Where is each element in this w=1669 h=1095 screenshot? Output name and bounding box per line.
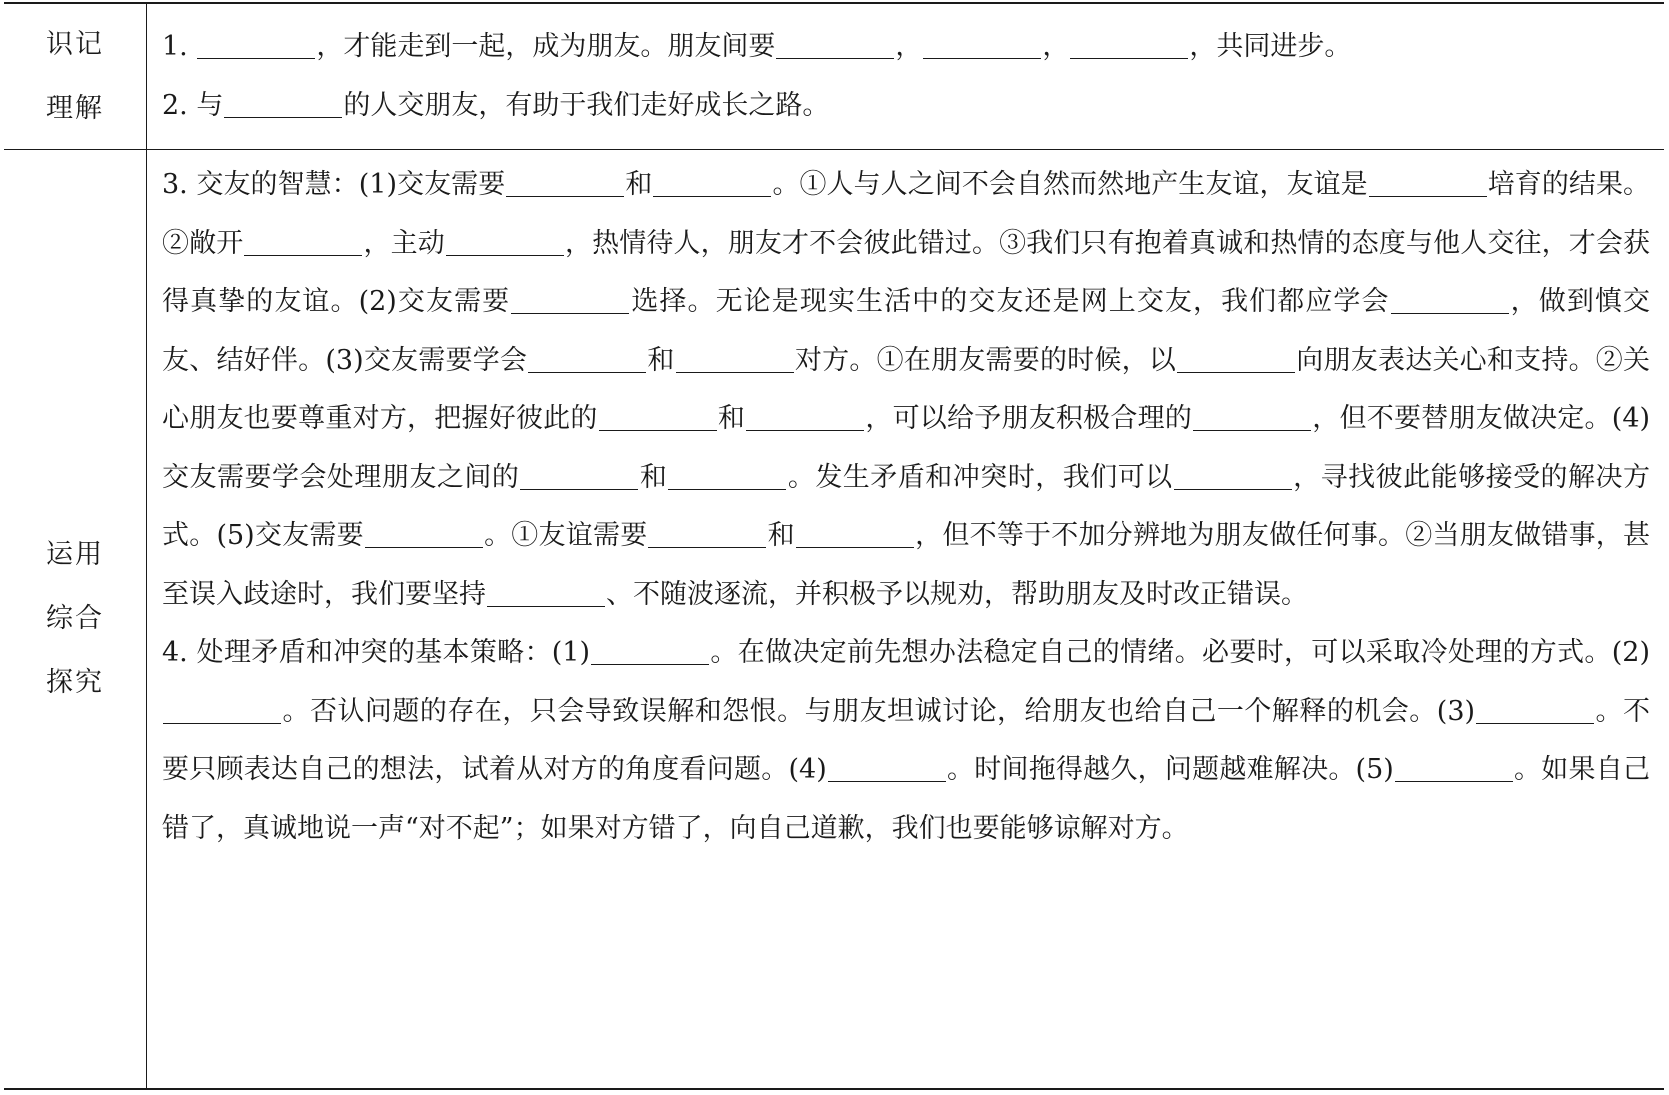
answer-blank[interactable] bbox=[591, 637, 709, 665]
question-text: ，但不要替朋友做决定。(4)交友需要学会处理朋友之间的 bbox=[162, 403, 1651, 493]
question-text: 和 bbox=[625, 169, 653, 200]
answer-blank[interactable] bbox=[244, 228, 362, 256]
answer-blank[interactable] bbox=[1391, 286, 1509, 314]
answer-blank[interactable] bbox=[520, 462, 638, 490]
answer-blank[interactable] bbox=[1369, 169, 1487, 197]
question-text: ，共同进步。 bbox=[1189, 31, 1352, 62]
answer-blank[interactable] bbox=[528, 345, 646, 373]
question-text: 。否认问题的存在，只会导致误解和怨恨。与朋友坦诚讨论，给朋友也给自己一个解释的机会。(3) bbox=[282, 695, 1476, 727]
section-label bbox=[4, 4, 146, 149]
question-text: 和 bbox=[767, 520, 795, 551]
question-text: ，热情待人，朋友才不会彼此错过。③我们只有抱着真诚和热情的态度与他人交往，才会获得真挚的友谊。(2)交友需要 bbox=[162, 227, 1651, 317]
answer-blank[interactable] bbox=[163, 696, 281, 724]
section-label-line: 探究 bbox=[46, 666, 104, 698]
answer-blank[interactable] bbox=[365, 520, 483, 548]
question-text: 、不随波逐流，并积极予以规劝，帮助朋友及时改正错误。 bbox=[606, 578, 1308, 610]
answer-blank[interactable] bbox=[446, 228, 564, 256]
question-text: 。发生矛盾和冲突时，我们可以 bbox=[787, 461, 1173, 493]
question-text: 4. 处理矛盾和冲突的基本策略：(1) bbox=[162, 637, 591, 668]
question-text: 向朋友表达关心和支持。②关心朋友也要尊重对方，把握好彼此的 bbox=[162, 344, 1651, 434]
question-text: 。①友谊需要 bbox=[483, 520, 648, 551]
answer-blank[interactable] bbox=[1395, 754, 1513, 782]
section-label-line: 理解 bbox=[46, 92, 104, 124]
answer-blank[interactable] bbox=[776, 31, 894, 59]
section-apply-explore bbox=[4, 149, 1664, 1088]
answer-blank[interactable] bbox=[1476, 696, 1594, 724]
section-label bbox=[4, 149, 146, 1088]
answer-blank[interactable] bbox=[1177, 345, 1295, 373]
question-text: ，做到慎交友、结好伴。(3)交友需要学会 bbox=[162, 286, 1651, 376]
answer-blank[interactable] bbox=[653, 169, 771, 197]
question-text: 选择。无论是现实生活中的交友还是网上交友，我们都应学会 bbox=[630, 286, 1390, 317]
question-text: ， bbox=[895, 31, 923, 62]
question-text: ，主动 bbox=[363, 227, 445, 259]
question-text: ，但不等于不加分辨地为朋友做任何事。②当朋友做错事，甚至误入歧途时，我们要坚持 bbox=[162, 520, 1651, 610]
answer-blank[interactable] bbox=[511, 286, 629, 314]
question-text: 2. 与 bbox=[162, 89, 224, 121]
answer-blank[interactable] bbox=[648, 520, 766, 548]
question-item bbox=[162, 624, 1650, 858]
answer-blank[interactable] bbox=[1174, 462, 1292, 490]
answer-blank[interactable] bbox=[487, 579, 605, 607]
question-text: 和 bbox=[717, 403, 746, 434]
section-label-line: 综合 bbox=[46, 602, 104, 634]
question-text: 。如果自己错了，真诚地说一声“对不起”；如果对方错了，向自己道歉，我们也要能够谅解对方。 bbox=[162, 754, 1651, 844]
question-text: 。在做决定前先想办法稳定自己的情绪。必要时，可以采取冷处理的方式。(2) bbox=[710, 637, 1650, 668]
answer-blank[interactable] bbox=[506, 169, 624, 197]
question-text: 对方。①在朋友需要的时候，以 bbox=[794, 344, 1177, 376]
answer-blank[interactable] bbox=[746, 403, 864, 431]
answer-blank[interactable] bbox=[828, 754, 946, 782]
question-text: 。时间拖得越久，问题越难解决。(5) bbox=[946, 754, 1394, 785]
question-text: 。①人与人之间不会自然而然地产生友谊，友谊是 bbox=[772, 169, 1368, 200]
section-label-line: 运用 bbox=[46, 538, 104, 570]
answer-blank[interactable] bbox=[224, 90, 342, 118]
question-text: 培育的结果。②敞开 bbox=[162, 169, 1651, 259]
question-text: ，可以给予朋友积极合理的 bbox=[865, 403, 1193, 434]
answer-blank[interactable] bbox=[1070, 31, 1188, 59]
answer-blank[interactable] bbox=[599, 403, 717, 431]
column-divider bbox=[146, 4, 147, 149]
answer-blank[interactable] bbox=[1193, 403, 1311, 431]
question-text: 和 bbox=[639, 461, 668, 493]
section-memorize-understand bbox=[4, 4, 1664, 150]
answer-blank[interactable] bbox=[668, 462, 786, 490]
column-divider bbox=[146, 149, 147, 1088]
section-content bbox=[162, 156, 1650, 858]
answer-blank[interactable] bbox=[923, 31, 1041, 59]
answer-blank[interactable] bbox=[796, 520, 914, 548]
worksheet-table bbox=[4, 2, 1664, 1090]
answer-blank[interactable] bbox=[676, 345, 794, 373]
question-text: 1. bbox=[162, 31, 197, 62]
question-text: 的人交朋友，有助于我们走好成长之路。 bbox=[343, 89, 830, 121]
question-text: ，寻找彼此能够接受的解决方式。(5)交友需要 bbox=[162, 461, 1651, 551]
question-item bbox=[162, 156, 1650, 624]
question-text: ， bbox=[1042, 31, 1070, 62]
section-label-line: 识记 bbox=[46, 28, 104, 60]
answer-blank[interactable] bbox=[197, 31, 315, 59]
question-text: ，才能走到一起，成为朋友。朋友间要 bbox=[316, 31, 776, 62]
question-text: 3. 交友的智慧：(1)交友需要 bbox=[162, 169, 506, 200]
question-text: 。不要只顾表达自己的想法，试着从对方的角度看问题。(4) bbox=[162, 695, 1650, 785]
section-content bbox=[162, 18, 1650, 135]
question-item bbox=[162, 77, 1650, 136]
question-item bbox=[162, 18, 1650, 77]
question-text: 和 bbox=[647, 344, 675, 376]
